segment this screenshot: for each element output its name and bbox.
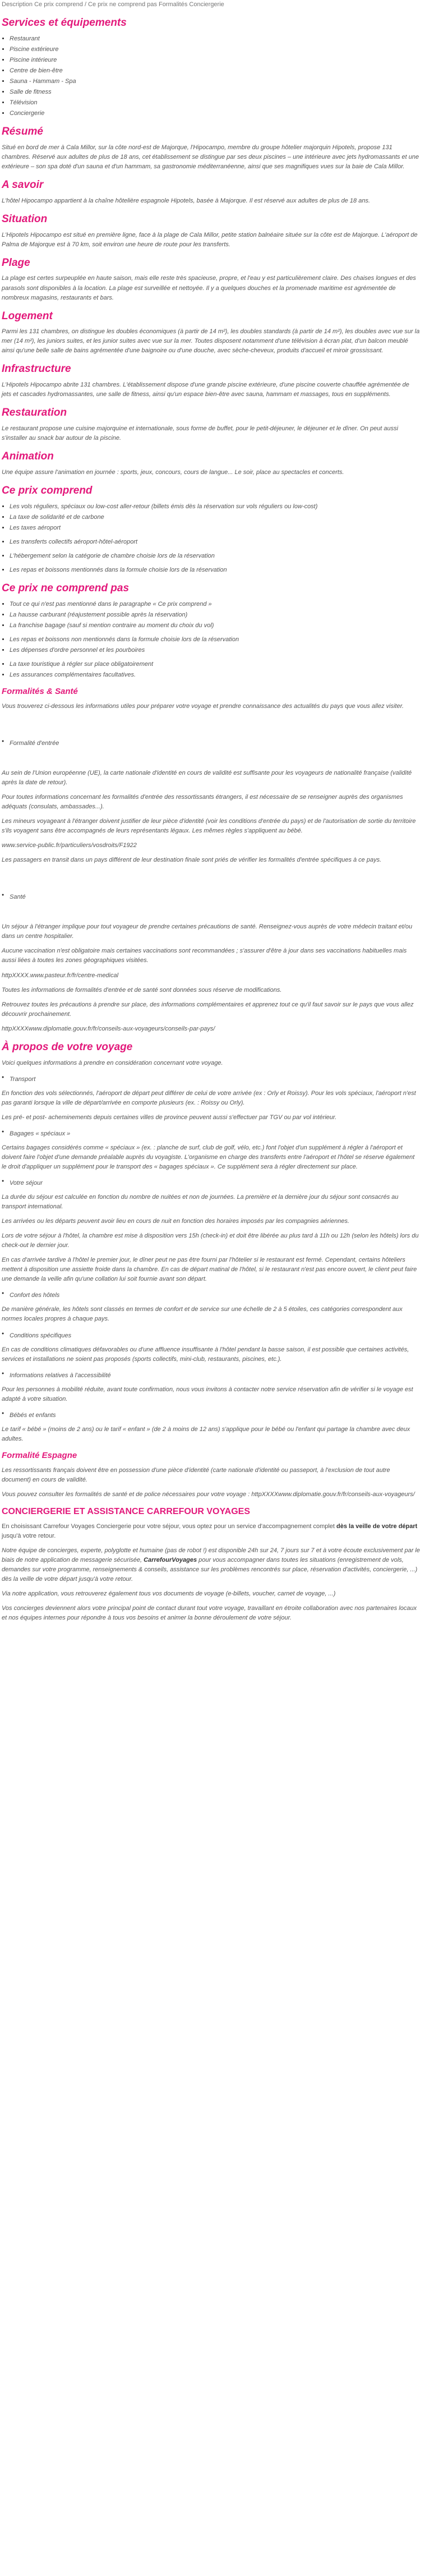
prix-comprend-list-2 xyxy=(2,537,421,547)
text-span: pour vous accompagner dans toutes les situations (enregistrement de vols, demandes sur votre programme, renseignements & conseils, assistance sur les problèmes rencontrés sur place, réservation d'activités, conciergerie, ...) dès la veille de votre départ jusqu'à votre retour. xyxy=(2,1556,418,1583)
bagages-text: Certains bagages considérés comme « spéciaux » (ex. : planche de surf, club de golf, vélo, etc.) font l'objet d'un supplément à régler à l'aéroport et doivent faire l'objet d'une demande préalable auprès du voyagiste. L'organisme en charge des transferts entre l'aéroport et l'hôtel se réserve également le droit d'appliquer un supplément pour le transport des « bagages spéciaux ». Ce supplément sera à régler directement sur place. xyxy=(2,1144,415,1170)
list-item: • Tout ce qui n'est pas mentionné dans le paragraphe « Ce prix comprend » xyxy=(10,600,421,609)
services-title: Services et équipements xyxy=(2,17,127,29)
list-item: • Sauna - Hammam - Spa xyxy=(10,77,421,86)
situation-text: L'Hipotels Hipocampo est situé en première ligne, face à la plage de Cala Millor, petite station balnéaire située sur la côte est de Majorque. L'aéroport de Palma de Majorque est à 70 km, soit environ une heure de route pour les transferts. xyxy=(2,231,418,248)
list-item: • La taxe de solidarité et de carbone xyxy=(10,513,421,522)
list-item: • La hausse carburant (réajustement possible après la réservation) xyxy=(10,610,421,620)
sejour-text: Lors de votre séjour à l'hôtel, la chambre est mise à disposition vers 15h (check-in) et doit être libérée au plus tard à 11h ou 12h (selon les hôtels) lors du check-out le dernier jour. xyxy=(2,1232,419,1249)
plage-title: Plage xyxy=(2,256,30,269)
a-savoir-title: A savoir xyxy=(2,179,44,191)
list-item: • Salle de fitness xyxy=(10,88,421,97)
sejour-text: Les arrivées ou les départs peuvent avoir lieu en cours de nuit en fonction des horaires imposés par les compagnies aériennes. xyxy=(2,1218,350,1225)
formalite-entree-heading: ● Formalité d'entrée xyxy=(2,739,421,748)
text-span: Notre équipe de concierges, experte, polyglotte et humaine (pas de robot !) est disponible 24h sur 24, 7 jours sur 7 et à votre écoute exclusivement par le biais de notre application de messagerie sécurisée, xyxy=(2,1547,420,1563)
sante-text: Toutes les informations de formalités d'entrée et de santé sont données sous réserve de modifications. xyxy=(2,986,282,993)
logement-text: Parmi les 131 chambres, on distingue les doubles économiques (à partir de 14 m²), les doubles standards (à partir de 14 m²), les doubles avec vue sur la mer (14 m²), les juniors suites, et les junior suites avec vue sur la mer. Toutes disposent notamment d'une télévision à écran plat, d'un balcon meublé ainsi qu'une belle salle de bains agrémentée d'une baignoire ou d'une douche, avec sèche-cheveux, produits d'accueil et miroir grossissant. xyxy=(2,328,420,355)
transport-text: En fonction des vols sélectionnés, l'aéroport de départ peut différer de celui de votre arrivée (ex : Orly et Roissy). Pour les vols spéciaux, l'aéroport n'est pas garanti lorsque la ville de départ/arrivée en comporte plusieurs (ex. : Roissy ou Orly). xyxy=(2,1089,416,1106)
prix-comprend-title: Ce prix comprend xyxy=(2,484,93,496)
conciergerie-text: Via notre application, vous retrouverez également tous vos documents de voyage (e-billets, voucher, carnet de voyage, ...) xyxy=(2,1590,336,1598)
sante-text: Aucune vaccination n'est obligatoire mais certaines vaccinations sont recommandées ; s'assurer d'être à jour dans ses vaccinations habituelles mais aussi liées à toutes les zones géographiques visitées. xyxy=(2,947,407,964)
formalites-intro: Vous trouverez ci-dessous les informations utiles pour préparer votre voyage et prendre connaissance des actualités du pays que vous allez visiter. xyxy=(2,702,404,710)
formalites-text: Au sein de l'Union européenne (UE), la carte nationale d'identité en cours de validité est suffisante pour les voyageurs de nationalité française (validité après la date de retour). xyxy=(2,769,412,786)
sante-text: Retrouvez toutes les précautions à prendre sur place, des informations complémentaires et apprenez tout ce qu'il faut savoir sur le pays que vous allez découvrir prochainement. xyxy=(2,1001,414,1018)
infrastructure-title: Infrastructure xyxy=(2,363,71,375)
sejour-text: La durée du séjour est calculée en fonction du nombre de nuitées et non de journées. La première et la dernière jour du séjour sont consacrés au transport international. xyxy=(2,1193,399,1211)
conditions-text: En cas de conditions climatiques défavorables ou d'une affluence insuffisante à l'hôtel pendant la basse saison, il est possible que certaines activités, services et installations ne soient pas proposés (sports collectifs, mini-club, restaurants, piscines, etc.). xyxy=(2,1346,409,1363)
list-item: • Les dépenses d'ordre personnel et les pourboires xyxy=(10,646,421,655)
list-item: • La franchise bagage (sauf si mention contraire au moment du choix du vol) xyxy=(10,621,421,631)
formalites-link[interactable]: www.service-public.fr/particuliers/vosdroits/F1922 xyxy=(2,842,137,849)
list-item: • Les repas et boissons mentionnés dans la formule choisie lors de la réservation xyxy=(10,565,421,575)
infrastructure-text: L'Hipotels Hipocampo abrite 131 chambres. L'établissement dispose d'une grande piscine extérieure, d'une piscine couverte chauffée agrémentée de jets et cascades hydromassantes, une salle de fitness, ainsi qu'un espace bien-être avec sauna, hammam et massages, tous en suppléments. xyxy=(2,381,409,398)
restauration-text: Le restaurant propose une cuisine majorquine et internationale, sous forme de buffet, pour le petit-déjeuner, le déjeuner et le dîner. On peut aussi s'installer au snack bar autour de la piscine. xyxy=(2,425,399,442)
resume-title: Résumé xyxy=(2,126,43,138)
text-span-bold: dès la veille de votre départ xyxy=(336,1522,418,1530)
prix-ne-comprend-list-2 xyxy=(2,635,421,655)
prix-ne-comprend-title: Ce prix ne comprend pas xyxy=(2,582,130,594)
logement-title: Logement xyxy=(2,310,53,322)
list-item: • Télévision xyxy=(10,98,421,108)
list-item: • La taxe touristique à régler sur place obligatoirement xyxy=(10,660,421,669)
formalites-title: Formalités & Santé xyxy=(2,687,78,697)
resume-text: Situé en bord de mer à Cala Millor, sur la côte nord-est de Majorque, l'Hipocampo, membre du groupe hôtelier majorquin Hipotels, propose 131 chambres. Réservé aux adultes de plus de 18 ans, cet établissement se distingue par ses deux piscines – une intérieure avec jets hydromassants et une extérieure – son spa doté d'un sauna et d'un hammam, sa gastronomie méditerranéenne, ainsi que ses magnifiques vues sur la baie de Cala Millor. xyxy=(2,144,419,171)
sante-heading: ● Santé xyxy=(2,893,421,902)
situation-title: Situation xyxy=(2,213,48,225)
formalite-espagne-title: Formalité Espagne xyxy=(2,1450,77,1460)
sejour-heading: ● Votre séjour xyxy=(2,1179,421,1188)
prix-comprend-list-3 xyxy=(2,551,421,561)
a-propos-title: À propos de votre voyage xyxy=(2,1041,133,1053)
text-span-bold: CarrefourVoyages xyxy=(144,1556,197,1563)
list-item: • L'hébergement selon la catégorie de chambre choisie lors de la réservation xyxy=(10,551,421,561)
sejour-text: En cas d'arrivée tardive à l'hôtel le premier jour, le dîner peut ne pas être fourni par l'hôtelier si le restaurant est fermé. Cependant, certains hôteliers mettent à disposition une assiette froide dans la chambre. En cas de départ matinal de l'hôtel, si le restaurant n'est pas encore ouvert, le client peut faire une demande la veille afin qu'une collation lui soit fournie avant son départ. xyxy=(2,1257,417,1283)
accessibilite-heading: ● Informations relatives à l'accessibilité xyxy=(2,1371,421,1381)
sante-link[interactable]: httpXXXXwww.diplomatie.gouv.fr/fr/conseils-aux-voyageurs/conseils-par-pays/ xyxy=(2,1025,215,1032)
animation-text: Une équipe assure l'animation en journée : sports, jeux, concours, cours de langue... Le soir, place au spectacles et concerts. xyxy=(2,468,344,476)
services-list xyxy=(2,34,421,118)
confort-heading: ● Confort des hôtels xyxy=(2,1291,421,1300)
list-item: • Les assurances complémentaires facultatives. xyxy=(10,670,421,680)
list-item: • Restaurant xyxy=(10,34,421,44)
list-item: • Piscine extérieure xyxy=(10,45,421,54)
formalite-espagne-text: Les ressortissants français doivent être en possession d'une pièce d'identité (carte nationale d'identité ou passeport, à l'exclusion de tout autre document) en cours de validité. xyxy=(2,1466,390,1483)
conditions-heading: ● Conditions spécifiques xyxy=(2,1331,421,1341)
list-item: • Piscine intérieure xyxy=(10,56,421,65)
breadcrumb: Description Ce prix comprend / Ce prix ne comprend pas Formalités Conciergerie xyxy=(2,1,224,8)
text-span: jusqu'à votre retour. xyxy=(2,1532,56,1539)
bebes-heading: ● Bébés et enfants xyxy=(2,1411,421,1420)
accessibilite-text: Pour les personnes à mobilité réduite, avant toute confirmation, nous vous invitons à contacter notre service réservation afin de vérifier si le voyage est adapté à votre situation. xyxy=(2,1386,413,1402)
animation-title: Animation xyxy=(2,450,54,463)
list-item: • Centre de bien-être xyxy=(10,66,421,76)
list-item: • Les transferts collectifs aéroport-hôtel-aéroport xyxy=(10,537,421,547)
prix-comprend-list-4 xyxy=(2,565,421,575)
formalites-text: Pour toutes informations concernant les formalités d'entrée des ressortissants étrangers, il est nécessaire de se renseigner auprès des organismes adéquats (consulats, ambassades...). xyxy=(2,794,403,811)
formalites-text: Les mineurs voyageant à l'étranger doivent justifier de leur pièce d'identité (voir les conditions d'entrée du pays) et de l'autorisation de sortie du territoire s'ils voyagent sans être accompagnés de leurs représentants légaux. Les mêmes règles s'appliquent au bébé. xyxy=(2,818,416,835)
conciergerie-text xyxy=(2,1546,421,1584)
a-propos-intro: Voici quelques informations à prendre en considération concernant votre voyage. xyxy=(2,1059,223,1066)
prix-ne-comprend-list-1 xyxy=(2,600,421,631)
a-savoir-text: L'hôtel Hipocampo appartient à la chaîne hôtelière espagnole Hipotels, basée à Majorque. Il est réservé aux adultes de plus de 18 ans. xyxy=(2,197,371,204)
list-item: • Les repas et boissons non mentionnés dans la formule choisie lors de la réservation xyxy=(10,635,421,645)
list-item: • Conciergerie xyxy=(10,109,421,118)
sante-text: Un séjour à l'étranger implique pour tout voyageur de prendre certaines précautions de santé. Renseignez-vous auprès de votre médecin traitant et/ou dans un centre hospitalier. xyxy=(2,923,413,940)
bebes-text: Le tarif « bébé » (moins de 2 ans) ou le tarif « enfant » (de 2 à moins de 12 ans) s'applique pour le bébé ou l'enfant qui partage la chambre avec deux adultes. xyxy=(2,1425,410,1442)
conciergerie-text: Vos concierges deviennent alors votre principal point de contact durant tout votre voyage, travaillant en étroite collaboration avec nos partenaires locaux et nos équipes internes pour répondre à tous vos besoins et animer la bonne déroulement de votre séjour. xyxy=(2,1605,417,1622)
confort-text: De manière générale, les hôtels sont classés en termes de confort et de service sur une échelle de 2 à 5 étoiles, ces catégories correspondent aux normes locales propres à chaque pays. xyxy=(2,1306,403,1323)
bagages-heading: ● Bagages « spéciaux » xyxy=(2,1129,421,1139)
list-item: • Les vols réguliers, spéciaux ou low-cost aller-retour (billets émis dès la réservation sur vols réguliers ou low-cost) xyxy=(10,502,421,512)
formalites-text: Les passagers en transit dans un pays différent de leur destination finale sont priés de vérifier les formalités d'entrée spécifiques à ce pays. xyxy=(2,857,382,864)
prix-comprend-list-1 xyxy=(2,502,421,533)
conciergerie-title: CONCIERGERIE ET ASSISTANCE CARREFOUR VOYAGES xyxy=(2,1506,251,1516)
formalite-espagne-text: Vous pouvez consulter les formalités de santé et de police nécessaires pour votre voyage : httpXXXXwww.diplomatie.gouv.fr/fr/conseils-aux-voyageurs/ xyxy=(2,1491,415,1498)
list-item: • Les taxes aéroport xyxy=(10,523,421,533)
plage-text: La plage est certes surpeuplée en haute saison, mais elle reste très spacieuse, propre, et l'eau y est particulièrement claire. Des chaises longues et des parasols sont disponibles à la location. La plage est surveillée et nettoyée. Il y a quelques douches et la promenade maritime est agrémentée de nombreux magasins, restaurants et bars. xyxy=(2,275,416,301)
sante-link[interactable]: httpXXXX.www.pasteur.fr/fr/centre-medical xyxy=(2,972,119,979)
transport-heading: ● Transport xyxy=(2,1075,421,1084)
transport-text: Les pré- et post- acheminements depuis certaines villes de province peuvent aussi s'effectuer par TGV ou par vol intérieur. xyxy=(2,1114,337,1121)
conciergerie-text xyxy=(2,1522,421,1541)
prix-ne-comprend-list-3 xyxy=(2,660,421,680)
text-span: En choisissant Carrefour Voyages Conciergerie pour votre séjour, vous optez pour un service d'accompagnement complet xyxy=(2,1522,337,1530)
restauration-title: Restauration xyxy=(2,407,67,419)
